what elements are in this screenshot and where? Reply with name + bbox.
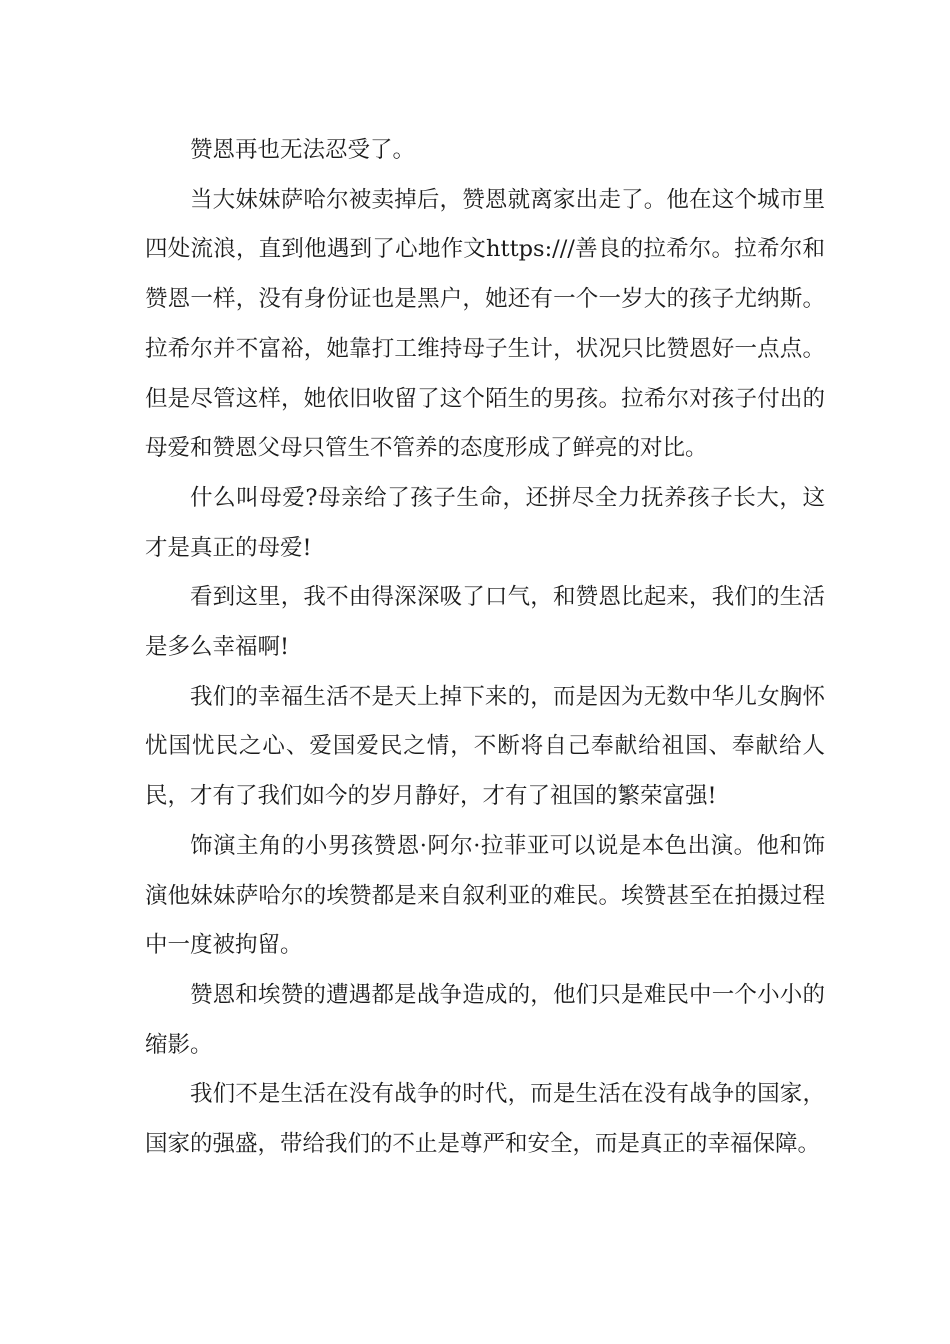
paragraph: 赞恩和埃赞的遭遇都是战争造成的，他们只是难民中一个小小的缩影。 (145, 981, 825, 1058)
paragraph: 我们的幸福生活不是天上掉下来的，而是因为无数中华儿女胸怀忧国忧民之心、爱国爱民之情，不断将自己奉献给祖国、奉献给人民，才有了我们如今的岁月静好，才有了祖国的繁荣富强! (145, 683, 825, 810)
paragraph: 看到这里，我不由得深深吸了口气，和赞恩比起来，我们的生活是多么幸福啊! (145, 584, 825, 661)
document-body (145, 126, 825, 1170)
paragraph: 饰演主角的小男孩赞恩·阿尔·拉菲亚可以说是本色出演。他和饰演他妹妹萨哈尔的埃赞都是来自叙利亚的难民。埃赞甚至在拍摄过程中一度被拘留。 (145, 832, 825, 959)
paragraph: 赞恩再也无法忍受了。 (190, 137, 416, 163)
paragraph: 什么叫母爱?母亲给了孩子生命，还拼尽全力抚养孩子长大，这才是真正的母爱! (145, 484, 825, 561)
paragraph: 我们不是生活在没有战争的时代，而是生活在没有战争的国家，国家的强盛，带给我们的不止是尊严和安全，而是真正的幸福保障。 (145, 1081, 825, 1158)
paragraph: 当大妹妹萨哈尔被卖掉后，赞恩就离家出走了。他在这个城市里四处流浪，直到他遇到了心地作文https:///善良的拉希尔。拉希尔和赞恩一样，没有身份证也是黑户，她还有一个一岁大的孩子尤纳斯。拉希尔并不富裕，她靠打工维持母子生计，状况只比赞恩好一点点。但是尽管这样，她依旧收留了这个陌生的男孩。拉希尔对孩子付出的母爱和赞恩父母只管生不管养的态度形成了鲜亮的对比。 (145, 186, 825, 462)
